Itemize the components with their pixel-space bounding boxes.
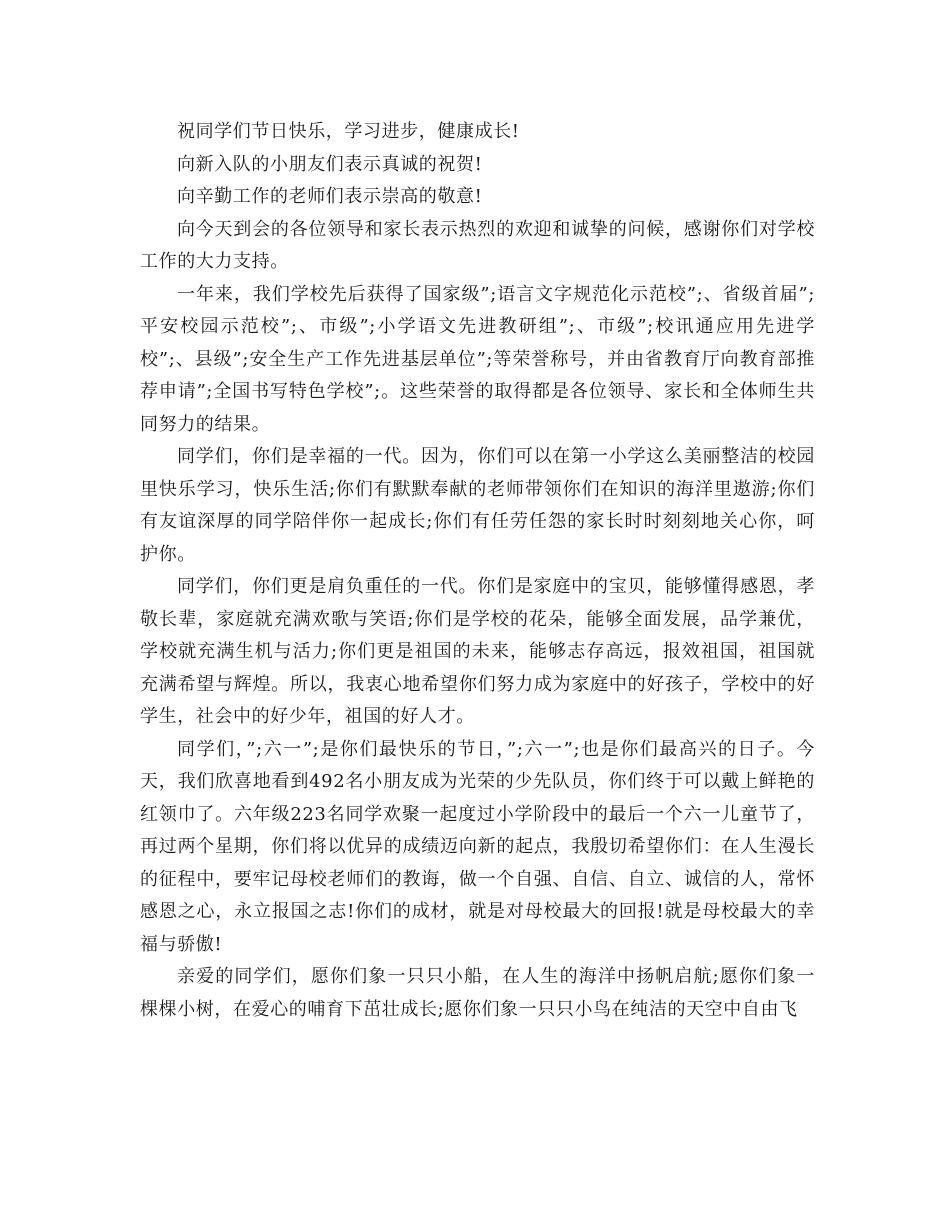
paragraph-responsible-generation: 同学们，你们更是肩负重任的一代。你们是家庭中的宝贝，能够懂得感恩，孝敬长辈，家庭就充满欢歌与笑语;你们是学校的花朵，能够全面发展，品学兼优，学校就充满生机与活力;你们更是祖国的未来，能够志存高远，报效祖国，祖国就充满希望与辉煌。所以，我衷心地希望你们努力成为家庭中的好孩子，学校中的好学生，社会中的好少年，祖国的好人才。 (140, 576, 815, 727)
paragraph-greeting-guests: 向今天到会的各位领导和家长表示热烈的欢迎和诚挚的问候，感谢你们对学校工作的大力支持。 (140, 218, 815, 272)
paragraph-childrens-day: 同学们，”;六一”;是你们最快乐的节日，”;六一”;也是你们最高兴的日子。今天，我们欣喜地看到492名小朋友成为光荣的少先队员，你们终于可以戴上鲜艳的红领巾了。六年级223名同学欢聚一起度过小学阶段中的最后一个六一儿童节了，再过两个星期，你们将以优异的成绩迈向新的起点，我殷切希望你们：在人生漫长的征程中，要牢记母校老师们的教诲，做一个自强、自信、自立、诚信的人，常怀感恩之心，永立报国之志!你们的成材，就是对母校最大的回报!就是母校最大的幸福与骄傲! (140, 738, 815, 955)
paragraph-happy-generation: 同学们，你们是幸福的一代。因为，你们可以在第一小学这么美丽整洁的校园里快乐学习，快乐生活;你们有默默奉献的老师带领你们在知识的海洋里遨游;你们有友谊深厚的同学陪伴你一起成长;你们有任劳任怨的家长时时刻刻地关心你，呵护你。 (140, 446, 815, 565)
document-body (140, 116, 815, 1026)
paragraph-honors: 一年来，我们学校先后获得了国家级”;语言文字规范化示范校”;、省级首届”;平安校园示范校”;、市级”;小学语文先进教研组”;、市级”;校讯通应用先进学校”;、县级”;安全生产工作先进基层单位”;等荣誉称号，并由省教育厅向教育部推荐申请”;全国书写特色学校”;。这些荣誉的取得都是各位领导、家长和全体师生共同努力的结果。 (140, 283, 815, 435)
paragraph-wishes: 亲爱的同学们，愿你们象一只只小船，在人生的海洋中扬帆启航;愿你们象一棵棵小树，在爱心的哺育下茁壮成长;愿你们象一只只小鸟在纯洁的天空中自由飞 (140, 966, 815, 1020)
paragraph-greeting-teachers: 向辛勤工作的老师们表示崇高的敬意! (177, 186, 483, 207)
paragraph-greeting-new-members: 向新入队的小朋友们表示真诚的祝贺! (177, 153, 483, 175)
paragraph-greeting-students: 祝同学们节日快乐，学习进步，健康成长! (177, 121, 520, 142)
